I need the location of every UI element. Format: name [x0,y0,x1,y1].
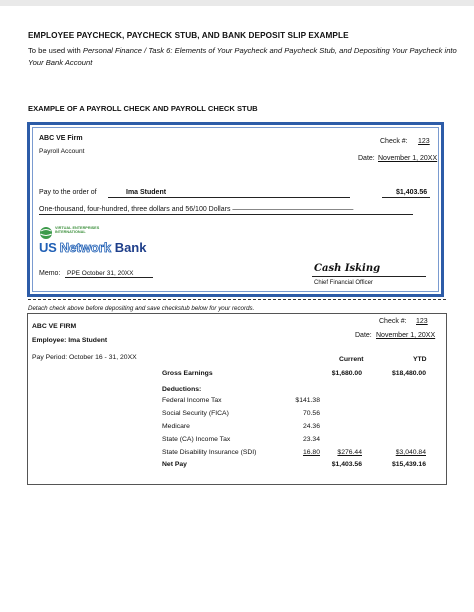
stub-pay-period: Pay Period: October 16 - 31, 20XX [32,354,137,361]
bank-logo [39,225,147,255]
amount-words-line [39,214,413,215]
deduction-amount: 24.36 [302,423,320,430]
check-number-label: Check #: [380,138,408,145]
bank-name [39,239,146,257]
deduction-amount: 16.80 [302,449,320,456]
bank-us: US [39,240,60,255]
signature: Cash Isking [314,263,381,274]
bank-network: Network [59,240,112,255]
deduction-amount: 70.56 [302,410,320,417]
gross-current: $1,680.00 [331,370,362,377]
deduction-label: Medicare [162,423,190,430]
memo-value: PPE October 31, 20XX [67,270,134,277]
stub-date: November 1, 20XX [376,332,436,339]
deductions-current: $276.44 [337,449,362,456]
check-number: 123 [418,138,430,145]
net-ytd: $15,439.16 [391,461,426,468]
check-firm-name: ABC VE Firm [39,135,83,142]
stub-check-label: Check #: [379,318,407,325]
stub-firm-name: ABC VE FIRM [32,323,77,330]
signature-line [312,276,426,277]
stub-check-number: 123 [416,318,428,325]
gross-label: Gross Earnings [162,370,213,377]
net-current: $1,403.56 [331,461,362,468]
signer-title: Chief Financial Officer [314,280,373,286]
amount-words-text: One-thousand, four-hundred, three dollars and 56/100 Dollars [39,206,231,213]
detach-dashed-line [28,299,446,300]
payee-name: Ima Student [126,189,167,196]
document-title: EMPLOYEE PAYCHECK, PAYCHECK STUB, AND BANK DEPOSIT SLIP EXAMPLE [28,31,349,40]
memo-label: Memo: [39,270,61,277]
amount-in-words [39,206,352,213]
payroll-check [27,122,444,297]
bank-bank: Bank [111,240,147,255]
deduction-label: State (CA) Income Tax [162,436,231,443]
gross-ytd: $18,480.00 [391,370,426,377]
check-amount: $1,403.56 [396,189,428,196]
intro-italic: Personal Finance / Task 6: Elements of Your Paycheck and Paycheck Stub, and Depositing Your Paycheck into Your Bank Account [28,46,457,67]
deduction-amount: 23.34 [302,436,320,443]
intro-text [28,45,458,69]
check-date-label: Date: [358,155,375,162]
amount-line [382,197,430,198]
deductions-ytd: $3,040.84 [395,449,426,456]
check-account: Payroll Account [39,148,85,155]
intro-prefix: To be used with [28,46,83,55]
payee-line [108,197,350,198]
net-pay-label: Net Pay [162,461,187,468]
deduction-label: Federal Income Tax [162,397,222,404]
check-date: November 1, 20XX [378,155,438,162]
deduction-label: State Disability Insurance (SDI) [162,449,257,456]
deduction-label: Social Security (FICA) [162,410,229,417]
detach-instruction: Detach check above before depositing and save checkstub below for your records. [28,305,255,312]
memo-line [65,277,153,278]
deductions-label: Deductions: [162,386,202,393]
globe-icon [39,226,53,240]
stub-date-label: Date: [355,332,372,339]
bank-small-text: VIRTUAL ENTERPRISES INTERNATIONAL [55,226,100,234]
col-ytd: YTD [413,356,427,363]
stub-employee: Employee: Ima Student [32,337,108,344]
top-strip [0,0,474,6]
amount-words-dashes: ———————————————————— [232,206,353,213]
check-stub [27,313,447,485]
deduction-amount: $141.38 [295,397,320,404]
pay-to-label: Pay to the order of [39,189,97,196]
section-title: EXAMPLE OF A PAYROLL CHECK AND PAYROLL CHECK STUB [28,104,258,113]
col-current: Current [339,356,364,363]
